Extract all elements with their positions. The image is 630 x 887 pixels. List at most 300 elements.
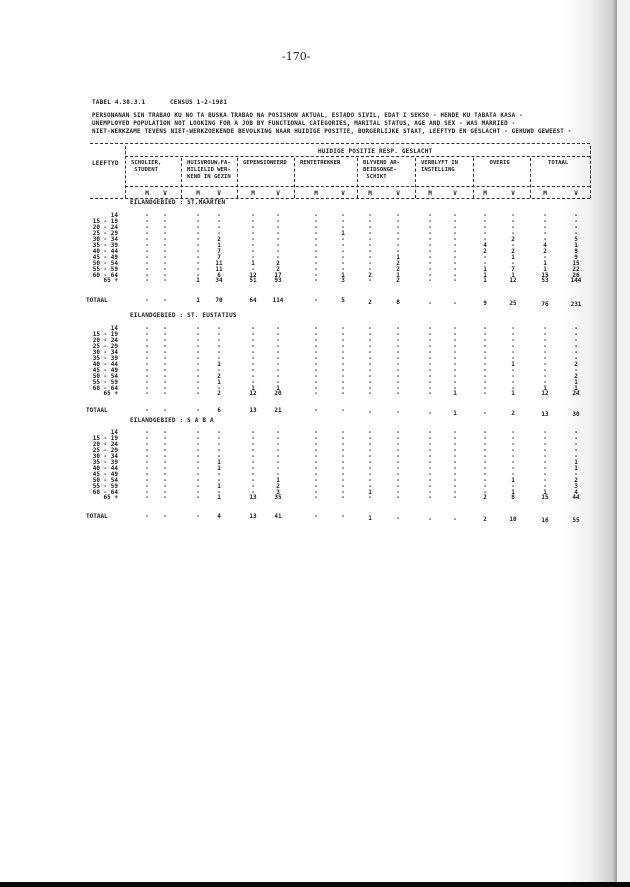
table-cell: - — [428, 390, 432, 398]
column-header-5: BLYVEND AR- BEIDSONGE- SCHIKT — [363, 160, 401, 180]
table-cell: - — [396, 372, 400, 380]
table-cell: - — [251, 446, 255, 454]
table-cell: - — [217, 384, 221, 392]
total-cell: - — [163, 513, 167, 520]
table-cell: - — [396, 446, 400, 454]
table-cell: - — [428, 330, 432, 338]
table-cell: - — [453, 330, 457, 338]
table-cell: - — [217, 223, 221, 231]
table-cell: - — [428, 354, 432, 362]
table-cell: - — [341, 366, 345, 374]
table-cell: - — [145, 476, 149, 484]
table-cell: - — [145, 241, 149, 249]
table-cell: - — [368, 217, 372, 225]
table-cell: - — [145, 229, 149, 237]
column-header-3: GEPENSIONEERD — [243, 160, 287, 166]
table-cell: - — [511, 452, 515, 460]
table-cell: - — [511, 482, 515, 490]
table-cell: - — [396, 247, 400, 255]
table-cell: - — [574, 452, 578, 460]
table-cell: - — [453, 277, 457, 285]
table-cell: - — [251, 336, 255, 344]
table-cell: - — [453, 336, 457, 344]
table-cell: - — [483, 336, 487, 344]
table-cell: 2 — [217, 235, 221, 243]
table-cell: - — [341, 429, 345, 436]
rule-vertical — [415, 158, 416, 198]
table-cell: - — [251, 482, 255, 490]
sex-label: V — [574, 190, 578, 197]
sex-label: M — [314, 190, 318, 197]
table-cell: - — [196, 390, 200, 398]
age-group-label: 14 — [110, 325, 118, 332]
table-cell: - — [251, 378, 255, 386]
table-cell: - — [483, 434, 487, 442]
table-cell: - — [341, 384, 345, 392]
table-cell: - — [145, 452, 149, 460]
table-cell: 1 — [396, 271, 400, 279]
table-cell: - — [163, 488, 167, 496]
table-cell: - — [428, 372, 432, 380]
table-cell: - — [217, 229, 221, 237]
table-cell: - — [428, 464, 432, 472]
table-cell: - — [163, 241, 167, 249]
table-cell: - — [396, 390, 400, 398]
table-cell: - — [368, 277, 372, 285]
table-cell: - — [396, 217, 400, 225]
table-cell: - — [145, 372, 149, 380]
age-group-label: 35 - 39 — [92, 354, 118, 362]
table-cell: - — [163, 390, 167, 398]
table-cell: - — [163, 434, 167, 442]
table-cell: - — [396, 434, 400, 442]
table-cell: - — [428, 434, 432, 442]
table-cell: - — [453, 217, 457, 225]
table-cell: - — [396, 336, 400, 344]
total-cell: 55 — [572, 516, 580, 524]
table-cell: - — [196, 348, 200, 356]
table-cell: - — [368, 247, 372, 255]
table-cell: 1 — [341, 271, 345, 279]
table-cell: 1 — [453, 390, 457, 398]
table-cell: - — [145, 366, 149, 374]
table-cell: - — [217, 354, 221, 362]
table-cell: - — [217, 330, 221, 338]
table-cell: - — [396, 360, 400, 368]
table-cell: - — [453, 253, 457, 261]
table-cell: - — [543, 470, 547, 478]
table-cell: - — [217, 470, 221, 478]
table-cell: - — [453, 235, 457, 243]
table-cell: - — [145, 390, 149, 398]
table-cell: - — [396, 378, 400, 386]
table-cell: - — [511, 464, 515, 472]
table-cell: 2 — [511, 247, 515, 255]
total-cell: 41 — [274, 513, 282, 520]
age-group-label: 20 - 24 — [92, 223, 118, 231]
table-cell: - — [428, 336, 432, 344]
table-cell: - — [483, 342, 487, 350]
table-cell: - — [196, 452, 200, 460]
table-cell: 9 — [574, 253, 578, 261]
table-cell: - — [314, 360, 318, 368]
table-cell: - — [145, 348, 149, 356]
table-cell: - — [314, 494, 318, 502]
total-cell: - — [341, 407, 345, 414]
table-cell: - — [428, 378, 432, 386]
table-cell: - — [511, 458, 515, 466]
table-cell: - — [251, 330, 255, 338]
table-cell: - — [453, 348, 457, 356]
column-header-7: OVERIG — [489, 160, 510, 166]
table-cell: - — [368, 429, 372, 436]
table-cell: - — [574, 470, 578, 478]
sex-label: M — [145, 190, 149, 197]
table-cell: 2 — [574, 360, 578, 368]
table-cell: - — [543, 440, 547, 448]
table-cell: - — [314, 247, 318, 255]
total-cell: 2 — [511, 410, 515, 418]
table-cell: - — [511, 223, 515, 231]
table-cell: - — [196, 253, 200, 261]
age-group-label: 45 - 49 — [92, 470, 118, 478]
table-cell: - — [453, 434, 457, 442]
table-cell: - — [251, 458, 255, 466]
table-cell: - — [543, 229, 547, 237]
table-cell: - — [396, 476, 400, 484]
table-cell: - — [314, 348, 318, 356]
table-cell: - — [196, 440, 200, 448]
table-cell: - — [543, 372, 547, 380]
total-cell: 231 — [570, 300, 582, 308]
age-group-label: 40 - 44 — [92, 247, 118, 255]
table-cell: - — [543, 336, 547, 344]
sex-label: M — [196, 190, 200, 197]
table-cell: - — [314, 429, 318, 436]
table-cell: - — [574, 330, 578, 338]
table-cell: - — [163, 384, 167, 392]
table-cell: - — [196, 366, 200, 374]
table-cell: - — [511, 372, 515, 380]
table-cell: - — [453, 325, 457, 332]
table-cell: - — [163, 235, 167, 243]
table-cell: 2 — [396, 265, 400, 273]
table-cell: - — [314, 271, 318, 279]
table-cell: - — [453, 241, 457, 249]
table-id: TABEL 4.30.3.1 — [92, 99, 146, 106]
table-cell: - — [341, 217, 345, 225]
age-group-label: 30 - 34 — [92, 348, 118, 356]
table-cell: - — [453, 259, 457, 267]
table-cell: - — [341, 378, 345, 386]
table-cell: - — [251, 348, 255, 356]
table-cell: - — [543, 212, 547, 219]
table-cell: - — [217, 429, 221, 436]
table-cell: - — [368, 372, 372, 380]
table-cell: 1 — [543, 488, 547, 496]
table-cell: - — [251, 212, 255, 219]
table-cell: - — [574, 446, 578, 454]
table-cell: - — [368, 241, 372, 249]
table-cell: - — [276, 217, 280, 225]
total-cell: 8 — [396, 299, 400, 307]
table-cell: 2 — [276, 259, 280, 267]
age-group-label: 50 - 54 — [92, 372, 118, 380]
table-cell: - — [341, 360, 345, 368]
sex-label: M — [251, 190, 255, 197]
table-cell: 1 — [574, 458, 578, 466]
table-cell: - — [276, 452, 280, 460]
table-cell: 13 — [249, 494, 257, 502]
table-cell: 17 — [274, 271, 282, 279]
total-cell: - — [428, 409, 432, 417]
total-cell: 76 — [541, 300, 549, 308]
table-cell: - — [196, 271, 200, 279]
table-cell: - — [217, 348, 221, 356]
table-cell: 2 — [511, 235, 515, 243]
table-cell: - — [251, 434, 255, 442]
table-cell: - — [314, 390, 318, 398]
table-cell: 1 — [543, 384, 547, 392]
total-cell: - — [428, 515, 432, 523]
age-group-label: 25 - 29 — [92, 229, 118, 237]
table-cell: - — [428, 470, 432, 478]
table-cell: - — [163, 330, 167, 338]
table-cell: - — [251, 429, 255, 436]
table-cell: - — [341, 336, 345, 344]
table-cell: - — [251, 235, 255, 243]
table-cell: - — [251, 470, 255, 478]
table-cell: - — [196, 247, 200, 255]
table-cell: - — [483, 253, 487, 261]
table-cell: 8 — [511, 494, 515, 502]
table-cell: - — [396, 229, 400, 237]
table-cell: - — [163, 482, 167, 490]
age-group-label: 14 — [110, 212, 118, 219]
table-cell: - — [251, 360, 255, 368]
table-cell: - — [217, 366, 221, 374]
column-header-2: HUISVROUW,FA- MILIELID WER- KEND IN GEZIN — [187, 160, 231, 180]
table-cell: - — [368, 212, 372, 219]
rule-vertical — [237, 158, 238, 198]
census-date: CENSUS 1-2-1981 — [170, 99, 228, 106]
table-cell: - — [483, 390, 487, 398]
table-cell: - — [196, 325, 200, 332]
table-cell: - — [428, 229, 432, 237]
table-cell: - — [145, 384, 149, 392]
table-cell: - — [145, 458, 149, 466]
table-cell: - — [217, 452, 221, 460]
table-cell: - — [483, 446, 487, 454]
table-cell: 1 — [574, 464, 578, 472]
table-cell: - — [453, 464, 457, 472]
table-cell: - — [276, 212, 280, 219]
rule-span — [125, 156, 590, 157]
table-cell: - — [217, 217, 221, 225]
table-cell: 3 — [341, 277, 345, 285]
table-cell: - — [145, 378, 149, 386]
table-cell: - — [314, 482, 318, 490]
table-cell: - — [314, 241, 318, 249]
total-cell: 1 — [196, 297, 200, 304]
table-cell: - — [511, 325, 515, 332]
scanner-edge — [0, 882, 630, 887]
table-cell: - — [196, 482, 200, 490]
table-cell: 11 — [215, 259, 223, 267]
table-cell: - — [251, 217, 255, 225]
table-cell: - — [145, 429, 149, 436]
table-cell: 35 — [274, 494, 282, 502]
table-cell: - — [163, 253, 167, 261]
table-cell: - — [251, 372, 255, 380]
table-cell: - — [368, 354, 372, 362]
table-cell: - — [314, 342, 318, 350]
table-cell: - — [145, 265, 149, 273]
age-group-label: 15 - 19 — [92, 217, 118, 225]
age-group-label: 30 - 34 — [92, 452, 118, 460]
age-group-label: 40 - 44 — [92, 360, 118, 368]
table-cell: - — [453, 429, 457, 436]
table-cell: - — [251, 488, 255, 496]
table-cell: - — [428, 360, 432, 368]
table-cell: 26 — [572, 271, 580, 279]
table-cell: 15 — [572, 259, 580, 267]
age-group-label: 15 - 19 — [92, 330, 118, 338]
table-cell: 1 — [196, 277, 200, 285]
table-cell: - — [145, 325, 149, 332]
table-cell: - — [453, 452, 457, 460]
table-cell: - — [314, 229, 318, 237]
table-cell: - — [511, 212, 515, 219]
table-cell: - — [314, 212, 318, 219]
table-cell: - — [196, 354, 200, 362]
table-cell: 4 — [483, 241, 487, 249]
table-cell: - — [314, 452, 318, 460]
table-cell: - — [163, 277, 167, 285]
table-cell: - — [314, 366, 318, 374]
total-cell: 30 — [572, 410, 580, 418]
table-cell: 2 — [483, 247, 487, 255]
table-cell: - — [196, 470, 200, 478]
table-cell: 1 — [511, 488, 515, 496]
total-cell: - — [163, 297, 167, 304]
table-cell: - — [341, 325, 345, 332]
table-cell: 1 — [511, 476, 515, 484]
table-cell: 1 — [341, 229, 345, 237]
table-cell: - — [341, 452, 345, 460]
table-cell: - — [145, 212, 149, 219]
table-cell: 1 — [574, 378, 578, 386]
table-cell: - — [196, 330, 200, 338]
table-cell: - — [574, 223, 578, 231]
table-cell: - — [368, 223, 372, 231]
table-cell: 1 — [276, 476, 280, 484]
table-cell: - — [368, 384, 372, 392]
table-cell: - — [428, 440, 432, 448]
table-cell: - — [163, 360, 167, 368]
span-title: HUIDIGE POSITIE RESP. GESLACHT — [318, 148, 433, 155]
table-cell: - — [368, 446, 372, 454]
table-cell: - — [341, 265, 345, 273]
age-group-label: 50 - 54 — [92, 259, 118, 267]
table-cell: - — [511, 259, 515, 267]
table-cell: - — [453, 488, 457, 496]
column-header-1: SCHOLIER, STUDENT — [131, 160, 162, 173]
total-cell: - — [314, 407, 318, 414]
table-cell: - — [428, 342, 432, 350]
age-group-label: 25 - 29 — [92, 446, 118, 454]
table-cell: 15 — [541, 271, 549, 279]
table-cell: - — [368, 434, 372, 442]
table-cell: - — [196, 217, 200, 225]
table-cell: - — [251, 354, 255, 362]
table-cell: - — [314, 325, 318, 332]
table-cell: - — [163, 342, 167, 350]
table-cell: - — [314, 488, 318, 496]
table-cell: - — [276, 372, 280, 380]
table-cell: - — [396, 235, 400, 243]
table-cell: - — [511, 241, 515, 249]
table-cell: 9 — [574, 247, 578, 255]
table-cell: - — [543, 464, 547, 472]
table-cell: - — [314, 378, 318, 386]
total-cell: 5 — [341, 297, 345, 304]
table-cell: - — [314, 372, 318, 380]
table-cell: - — [145, 235, 149, 243]
table-cell: - — [543, 325, 547, 332]
total-cell: 9 — [483, 300, 487, 307]
table-cell: - — [145, 259, 149, 267]
rule-top — [90, 143, 590, 144]
table-cell: - — [163, 259, 167, 267]
table-cell: - — [483, 330, 487, 338]
table-cell: - — [276, 325, 280, 332]
table-cell: 1 — [276, 384, 280, 392]
total-cell: 2 — [483, 516, 487, 523]
total-cell: - — [453, 299, 457, 307]
table-cell: 3 — [276, 488, 280, 496]
table-cell: 20 — [274, 390, 282, 398]
title-line-papiamentu: PERSONANAN SIN TRABAO KU NO TA BUSKA TRABAO NA POSISHON AKTUAL, ESTADO SIVIL, EDAT I SEKSO - HENDE KU TABATA KASA - — [92, 113, 523, 119]
table-cell: - — [341, 354, 345, 362]
table-cell: 4 — [574, 488, 578, 496]
table-cell: - — [276, 229, 280, 237]
table-cell: - — [314, 277, 318, 285]
total-cell: 1 — [453, 409, 457, 417]
table-cell: - — [428, 265, 432, 273]
section-title: EILANDGEBIED : S A B A — [130, 417, 214, 424]
table-cell: - — [163, 464, 167, 472]
table-cell: - — [145, 277, 149, 285]
table-cell: - — [163, 476, 167, 484]
table-cell: - — [196, 265, 200, 273]
table-cell: - — [574, 342, 578, 350]
table-cell: - — [163, 336, 167, 344]
age-group-label: 55 - 59 — [92, 482, 118, 490]
table-cell: 2 — [574, 476, 578, 484]
table-cell: 1 — [217, 241, 221, 249]
table-cell: - — [276, 247, 280, 255]
table-cell: - — [453, 470, 457, 478]
table-cell: - — [314, 440, 318, 448]
table-cell: - — [276, 330, 280, 338]
table-cell: 1 — [483, 277, 487, 285]
table-cell: - — [428, 458, 432, 466]
total-cell: - — [396, 515, 400, 523]
table-cell: - — [368, 440, 372, 448]
sex-label: M — [543, 190, 547, 197]
table-cell: - — [396, 429, 400, 436]
